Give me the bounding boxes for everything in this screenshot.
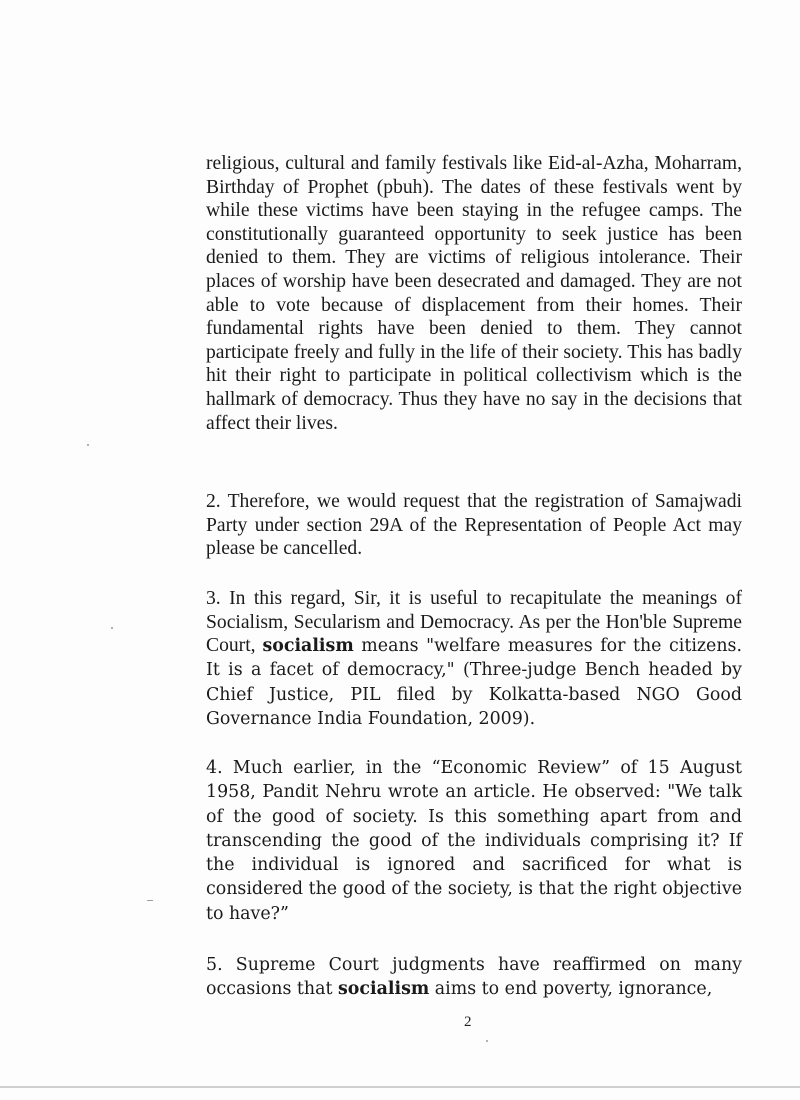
scan-speck — [486, 1040, 488, 1042]
scan-speck — [147, 900, 153, 901]
paragraph-3-quote: means "welfare measures for the citizens. It is a facet of democracy," — [206, 636, 742, 681]
scan-speck — [111, 627, 113, 629]
paragraph-1: religious, cultural and family festivals like Eid-al-Azha, Moharram, Birthday of Prophet (pbuh). The dates of these festivals went by while these victims have been staying in the refugee camps. The constitutionally guaranteed opportunity to seek justice has been denied to them. They are victims of religious intolerance. Their places of worship have been desecrated and damaged. They are not able to vote because of displacement from their homes. Their fundamental rights have been denied to them. They cannot participate freely and fully in the life of their society. This has badly hit their right to participate in political collectivism which is the hallmark of democracy. Thus they have no say in the decisions that affect their lives. — [206, 153, 742, 434]
paragraph-3-citation-a: (Three-judge Bench headed by Chief Justice, PIL filed by Kolkatta-based NGO Good Governance India Foundation, 2009). — [206, 660, 742, 730]
paragraph-5-rest: aims to end poverty, ignorance, — [429, 979, 713, 1000]
scan-speck — [87, 444, 89, 446]
page-number: 2 — [464, 1014, 472, 1030]
scan-bottom-edge — [0, 1086, 800, 1088]
paragraph-3-bold-term: socialism — [262, 636, 354, 657]
paragraph-5-bold-term: socialism — [338, 979, 430, 1000]
paragraph-5-intro: 5. Supreme Court judgments have reaffirmed on many occasions that — [206, 955, 742, 1000]
paragraph-5 — [206, 953, 742, 1002]
paragraph-3 — [206, 587, 742, 731]
paragraph-4: 4. Much earlier, in the “Economic Review” of 15 August 1958, Pandit Nehru wrote an article. He observed: "We talk of the good of society. Is this something apart from and transcending the good of the individuals comprising it? If the individual is ignored and sacrificed for what is considered the good of the society, is that the right objective to have?” — [206, 758, 742, 924]
paragraph-2: 2. Therefore, we would request that the registration of Samajwadi Party under section 29A of the Representation of People Act may please be cancelled. — [206, 491, 742, 560]
paragraph-3-intro: 3. In this regard, Sir, it is useful to recapitulate the meanings of Socialism, Secularism and Democracy. As per the Hon'ble Supreme Court, — [206, 588, 742, 657]
